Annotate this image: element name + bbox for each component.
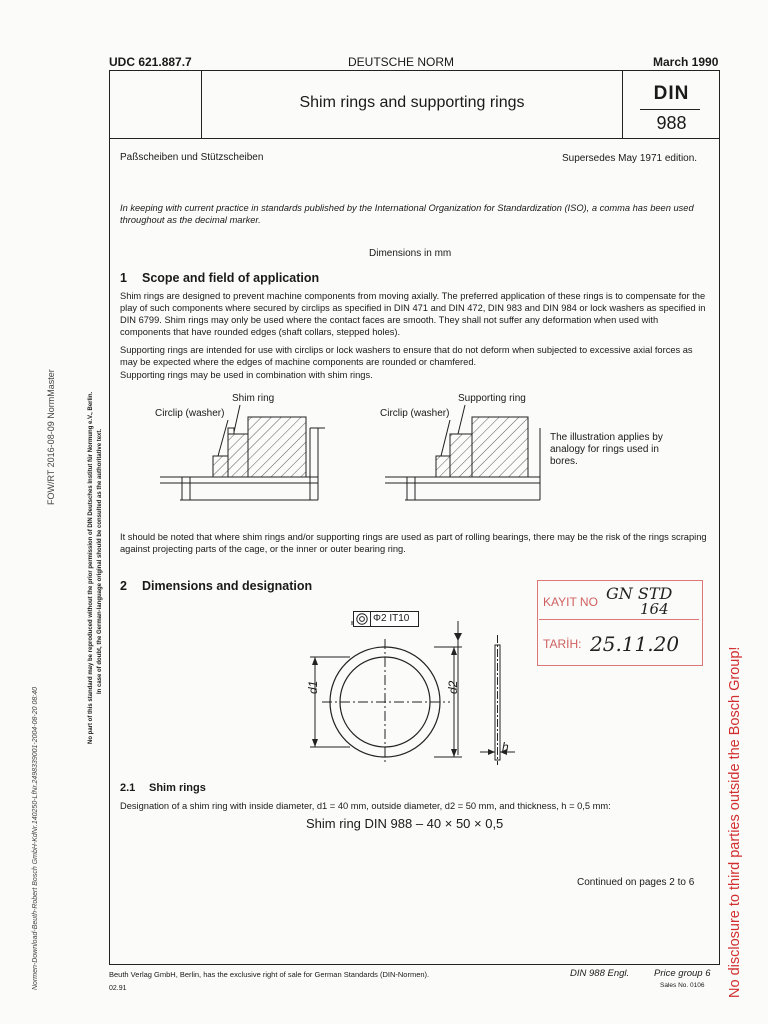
stamp-tarih-value: 25.11.20 — [590, 632, 680, 656]
label-supporting-ring: Supporting ring — [458, 393, 526, 404]
section21-number: 2.1 — [120, 782, 136, 794]
ring-drawing — [290, 615, 530, 765]
dimensions-note: Dimensions in mm — [369, 248, 452, 259]
section1-heading: Scope and field of application — [142, 271, 320, 285]
title-divider — [201, 70, 202, 139]
section1-paragraph: Supporting rings are intended for use with circlips or lock washers to ensure that do not deform when subjected to excessive axial forces as may be expected where the edges of machine components are rounded or chamfered. — [120, 345, 693, 367]
din-label: DIN — [653, 83, 690, 104]
german-title: Paßscheiben und Stützscheiben — [120, 152, 264, 163]
label-circlip-right: Circlip (washer) — [380, 408, 450, 419]
issue-date: March 1990 — [653, 55, 719, 69]
section2-heading: Dimensions and designation — [142, 579, 313, 593]
designation-text: Designation of a shim ring with inside diameter, d1 = 40 mm, outside diameter, d2 = 50 mm, and thickness, h = 0,5 mm: — [120, 801, 611, 811]
normmaster-info: FOW/RT 2016-08-09 NormMaster — [46, 369, 56, 505]
section1-number: 1 — [120, 271, 127, 285]
din-number: 988 — [656, 113, 687, 133]
label-circlip-left: Circlip (washer) — [155, 408, 225, 419]
section21-heading: Shim rings — [149, 782, 206, 794]
stamp-tarih-label: TARİH: — [543, 637, 582, 651]
page-title: Shim rings and supporting rings — [299, 94, 525, 111]
intro-paragraph: In keeping with current practice in standards published by the International Organization for Standardization (ISO), a comma has been used throughout as the decimal marker. — [120, 203, 694, 225]
print-code: 02.91 — [109, 985, 127, 992]
d1-label: d1 — [306, 680, 320, 694]
download-info: Normen-Download-Beuth-Robert Bosch GmbH-KdNr.140250-LfNr.2498339001-2004-08-20 08:40 — [32, 687, 39, 990]
section1-paragraph: It should be noted that where shim rings and/or supporting rings are used as part of rolling bearings, there may be the risk of the rings scraping against projecting parts of the cage, or the inner or outer bearing ring. — [120, 532, 707, 554]
copyright-notice-2: In case of doubt, the German-language original should be consulted as the authoritative text. — [97, 428, 103, 694]
stamp-divider — [539, 619, 699, 620]
tolerance-value: Φ2 IT10 — [373, 613, 410, 624]
copyright-notice: No part of this standard may be reproduced without the prior permission of DIN Deutsches Institut für Normung e.V., Berlin. — [88, 391, 94, 744]
section1-paragraph: Shim rings are designed to prevent machine components from moving axially. The preferred application of these rings is to compensate for the play of such components where secured by circlips as specified in DIN 471 and DIN 472, DIN 983 and DIN 984 or lock washers as specified in DIN 6799. Shim rings may only be used where the contact faces are smooth. They shall not suffer any deformation when used with components that have rounded edges (shaft collars, stepped holes). — [120, 291, 706, 337]
norm-label: DEUTSCHE NORM — [348, 55, 455, 69]
section1-paragraph: Supporting rings may be used in combination with shim rings. — [120, 370, 373, 380]
figure-note: The illustration applies by analogy for rings used in bores. — [550, 432, 663, 467]
stamp-kayit-value: GN STD — [606, 584, 673, 603]
continued-note: Continued on pages 2 to 6 — [577, 877, 695, 888]
din-reference: DIN 988 Engl. — [570, 968, 630, 979]
publisher-note: Beuth Verlag GmbH, Berlin, has the exclusive right of sale for German Standards (DIN-Normen). — [109, 970, 430, 979]
udc-number: UDC 621.887.7 — [109, 55, 192, 69]
sales-number: Sales No. 0106 — [660, 982, 705, 989]
price-group: Price group 6 — [654, 968, 711, 979]
section2-number: 2 — [120, 579, 127, 593]
designation-example: Shim ring DIN 988 – 40 × 50 × 0,5 — [306, 816, 504, 831]
d2-label: d2 — [446, 680, 460, 694]
label-shim-ring: Shim ring — [232, 393, 275, 404]
h-label: h — [502, 740, 509, 754]
stamp-kayit-label: KAYIT NO — [543, 595, 598, 609]
din-underline — [640, 109, 700, 110]
stamp-kayit-value2: 164 — [640, 600, 669, 618]
scope-figure — [110, 400, 550, 510]
disclosure-warning: No disclosure to third parties outside the Bosch Group! — [727, 646, 743, 998]
supersedes-note: Supersedes May 1971 edition. — [562, 153, 698, 164]
